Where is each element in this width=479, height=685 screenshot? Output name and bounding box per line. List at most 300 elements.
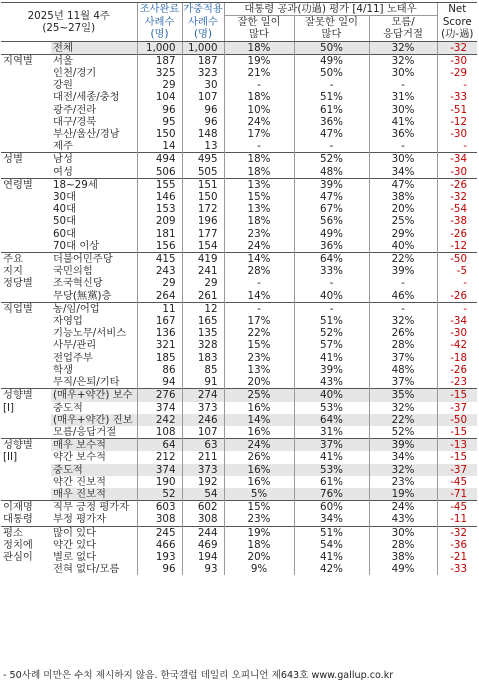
dk-pct-cell: 40% <box>369 240 437 253</box>
net-score-cell: -32 <box>437 526 477 539</box>
good-pct-cell: 19% <box>224 54 294 67</box>
row-label-cell: 중도적 <box>51 464 137 476</box>
dk-pct-cell: 32% <box>369 41 437 54</box>
completed-count-cell: 212 <box>137 451 182 463</box>
row-label-cell: 모름/응답거절 <box>53 425 117 438</box>
weighted-count-cell: 151 <box>182 178 224 191</box>
dk-pct-cell: 19% <box>369 488 437 501</box>
net-score-cell: - <box>437 79 477 91</box>
net-score-cell: -54 <box>437 203 477 215</box>
table-row <box>1 339 477 351</box>
bad-pct-cell: 50% <box>294 67 369 79</box>
row-label-cell: 여성 <box>53 165 73 178</box>
row-label-cell: 매우 진보적 <box>51 488 137 501</box>
table-row <box>1 364 477 376</box>
table-row <box>1 551 477 563</box>
weighted-count-cell: 13 <box>182 140 224 153</box>
bad-pct-cell: 47% <box>294 191 369 203</box>
net-score-cell: -26 <box>437 178 477 191</box>
net-score-cell: -30 <box>437 327 477 339</box>
row-label-cell: 남성 <box>51 153 137 166</box>
group-label-cell <box>1 228 51 240</box>
completed-count-cell: 193 <box>137 551 182 563</box>
row-label-cell: 무당(無黨)층 <box>53 289 112 302</box>
weighted-count-cell: 419 <box>182 253 224 266</box>
dk-pct-cell: 38% <box>369 551 437 563</box>
dk-pct-cell: 30% <box>369 104 437 116</box>
table-row <box>1 426 477 439</box>
good-pct-cell: 18% <box>224 166 294 179</box>
net-score-cell: -5 <box>437 265 477 277</box>
dk-pct-cell: 28% <box>369 539 437 551</box>
good-header-1: 잘한 일이 <box>224 16 294 29</box>
row-label-cell: 40대 <box>53 203 77 216</box>
weighted-count-cell: 274 <box>182 389 224 402</box>
completed-count-cell: 181 <box>137 228 182 240</box>
bad-pct-cell: 52% <box>294 153 369 166</box>
weighted-count-cell: 602 <box>182 501 224 514</box>
table-row <box>1 376 477 389</box>
group-label-cell: 연령별 <box>1 178 51 191</box>
completed-count-cell: 86 <box>137 364 182 376</box>
weighted-count-cell: 244 <box>182 526 224 539</box>
net-score-cell: -18 <box>437 352 477 364</box>
dk-header-1: 모름/ <box>369 16 437 29</box>
dk-pct-cell: 39% <box>369 265 437 277</box>
weighted-count-cell: 63 <box>182 439 224 452</box>
dk-pct-cell: 30% <box>369 153 437 166</box>
net-score-cell: -33 <box>437 91 477 103</box>
group-label-cell: 성별 <box>1 153 51 166</box>
table-row <box>1 476 477 488</box>
bad-pct-cell: 40% <box>294 389 369 402</box>
completed-count-cell: 104 <box>137 91 182 103</box>
completed-count-cell: 1,000 <box>137 41 182 54</box>
completed-count-cell: 374 <box>137 464 182 476</box>
group-label-cell: 직업별 <box>1 302 51 315</box>
table-row <box>1 352 477 364</box>
row-label-cell: 광주/전라 <box>53 103 97 116</box>
row-label-cell: 전체 <box>51 41 137 54</box>
table-body <box>1 41 477 575</box>
row-label-cell: 매우 보수적 <box>51 439 137 452</box>
dk-pct-cell: 32% <box>369 54 437 67</box>
completed-count-cell: 29 <box>137 79 182 91</box>
net-score-cell: -15 <box>437 426 477 439</box>
row-label-cell: 대전/세종/충청 <box>53 91 120 104</box>
completed-count-cell: 136 <box>137 327 182 339</box>
row-label-cell: 부산/울산/경남 <box>53 128 120 141</box>
table-header <box>1 3 477 42</box>
table-row <box>1 79 477 91</box>
row-label-cell: 학생 <box>53 363 73 376</box>
dk-pct-cell: 30% <box>369 526 437 539</box>
good-pct-cell: 20% <box>224 376 294 389</box>
table-row <box>1 240 477 253</box>
table-row <box>1 228 477 240</box>
weighted-count-cell: 323 <box>182 67 224 79</box>
bad-pct-cell: - <box>294 140 369 153</box>
completed-count-cell: 14 <box>137 140 182 153</box>
weighted-count-cell: 12 <box>182 302 224 315</box>
table-row <box>1 501 477 514</box>
good-pct-cell: 14% <box>224 290 294 303</box>
weighted-count-cell: 177 <box>182 228 224 240</box>
completed-count-cell: 603 <box>137 501 182 514</box>
dk-pct-cell: 37% <box>369 352 437 364</box>
table-row <box>1 539 477 551</box>
weighted-count-cell: 93 <box>182 563 224 575</box>
good-pct-cell: 24% <box>224 116 294 128</box>
weighted-count-cell: 148 <box>182 128 224 140</box>
net-score-cell: -32 <box>437 191 477 203</box>
dk-pct-cell: 22% <box>369 253 437 266</box>
good-pct-cell: - <box>224 79 294 91</box>
completed-count-cell: 153 <box>137 203 182 215</box>
completed-count-cell: 374 <box>137 402 182 414</box>
table-row <box>1 389 477 402</box>
completed-count-cell: 11 <box>137 302 182 315</box>
bad-pct-cell: 33% <box>294 265 369 277</box>
dk-pct-cell: 25% <box>369 215 437 227</box>
group-label-cell <box>1 240 51 253</box>
completed-count-cell: 64 <box>137 439 182 452</box>
net-score-cell: -71 <box>437 488 477 501</box>
net-score-cell: - <box>437 302 477 315</box>
completed-count-cell: 52 <box>137 488 182 501</box>
good-pct-cell: 18% <box>224 539 294 551</box>
net-score-cell: -11 <box>437 513 477 526</box>
good-pct-cell: 14% <box>224 253 294 266</box>
dk-pct-cell: 32% <box>369 402 437 414</box>
row-label-cell: 기능노무/서비스 <box>53 327 127 340</box>
completed-count-cell: 245 <box>137 526 182 539</box>
net-score-cell: -26 <box>437 364 477 376</box>
row-label-cell: 약간 보수적 <box>53 451 107 464</box>
group-label-cell <box>1 128 51 140</box>
table-row <box>1 54 477 67</box>
good-pct-cell: 16% <box>224 426 294 439</box>
table-row <box>1 563 477 575</box>
net-score-cell: -50 <box>437 253 477 266</box>
group-label-cell <box>1 41 51 54</box>
weighted-count-cell: 183 <box>182 352 224 364</box>
weighted-count-cell: 30 <box>182 79 224 91</box>
net-score-cell: -51 <box>437 104 477 116</box>
row-label-cell: 강원 <box>53 79 73 92</box>
good-pct-cell: 21% <box>224 67 294 79</box>
bad-pct-cell: - <box>294 79 369 91</box>
good-pct-cell: 16% <box>224 464 294 476</box>
net-score-cell: -36 <box>437 539 477 551</box>
dk-pct-cell: - <box>369 302 437 315</box>
bad-pct-cell: 47% <box>294 128 369 140</box>
dk-pct-cell: 20% <box>369 203 437 215</box>
good-header-2: 많다 <box>224 28 294 41</box>
group-label-cell: 성향별 <box>1 389 51 402</box>
dk-pct-cell: - <box>369 277 437 289</box>
completed-count-cell: 209 <box>137 215 182 227</box>
net-score-cell: -12 <box>437 240 477 253</box>
completed-count-cell: 167 <box>137 315 182 327</box>
bad-header-2: 많다 <box>294 28 369 41</box>
good-pct-cell: 18% <box>224 215 294 227</box>
bad-pct-cell: 49% <box>294 54 369 67</box>
group-label-cell: 지역별 <box>1 54 51 67</box>
table-row <box>1 140 477 153</box>
dk-pct-cell: 48% <box>369 364 437 376</box>
bad-pct-cell: 76% <box>294 488 369 501</box>
bad-pct-cell: 64% <box>294 253 369 266</box>
table-row <box>1 153 477 166</box>
completed-count-cell: 243 <box>137 265 182 277</box>
good-pct-cell: 5% <box>224 488 294 501</box>
row-label-cell: 30대 <box>53 191 77 204</box>
dk-pct-cell: 22% <box>369 414 437 426</box>
row-label-cell: 18~29세 <box>51 178 137 191</box>
group-label-cell <box>1 464 51 476</box>
table-row <box>1 104 477 116</box>
dk-pct-cell: - <box>369 79 437 91</box>
group-label-cell <box>1 488 51 501</box>
completed-count-cell: 264 <box>137 290 182 303</box>
net-score-cell: -26 <box>437 228 477 240</box>
good-pct-cell: 26% <box>224 451 294 463</box>
weighted-header-2: 사례수 <box>182 16 224 29</box>
table-row <box>1 215 477 227</box>
good-pct-cell: 23% <box>224 228 294 240</box>
bad-pct-cell: 36% <box>294 116 369 128</box>
table-row <box>1 327 477 339</box>
completed-count-cell: 96 <box>137 563 182 575</box>
good-pct-cell: 16% <box>224 476 294 488</box>
weighted-count-cell: 54 <box>182 488 224 501</box>
dk-pct-cell: 24% <box>369 501 437 514</box>
group-label-cell <box>1 414 51 426</box>
completed-count-cell: 506 <box>137 166 182 179</box>
group-label-cell <box>1 376 51 389</box>
table-row <box>1 277 477 289</box>
bad-pct-cell: 41% <box>294 352 369 364</box>
completed-count-cell: 466 <box>137 539 182 551</box>
bad-pct-cell: 51% <box>294 526 369 539</box>
good-pct-cell: 18% <box>224 153 294 166</box>
good-pct-cell: 13% <box>224 203 294 215</box>
group-label-cell <box>1 79 51 91</box>
survey-period-cell <box>1 3 137 42</box>
group-label-cell: 성향별 <box>1 439 51 452</box>
net-score-cell: -45 <box>437 501 477 514</box>
weighted-count-cell: 505 <box>182 166 224 179</box>
net-score-cell: -30 <box>437 166 477 179</box>
weighted-count-cell: 241 <box>182 265 224 277</box>
table-row <box>1 402 477 414</box>
group-label-cell: 평소 <box>1 526 51 539</box>
bad-pct-cell: 36% <box>294 240 369 253</box>
good-pct-cell: 22% <box>224 327 294 339</box>
weighted-count-cell: 328 <box>182 339 224 351</box>
net-score-cell: -33 <box>437 563 477 575</box>
weighted-count-cell: 91 <box>182 376 224 389</box>
group-label-cell <box>1 215 51 227</box>
table-row <box>1 526 477 539</box>
row-label-cell: 사무/관리 <box>53 339 97 352</box>
net-score-cell: -34 <box>437 315 477 327</box>
table-row <box>1 41 477 54</box>
weighted-count-cell: 135 <box>182 327 224 339</box>
group-label-cell <box>1 426 51 439</box>
completed-count-cell: 415 <box>137 253 182 266</box>
group-label-cell <box>1 104 51 116</box>
net-score-cell: -13 <box>437 439 477 452</box>
good-pct-cell: 25% <box>224 389 294 402</box>
survey-results-table <box>1 2 477 575</box>
row-label-cell: 50대 <box>53 215 77 228</box>
completed-count-cell: 494 <box>137 153 182 166</box>
group-label-cell <box>1 140 51 153</box>
good-pct-cell: 20% <box>224 551 294 563</box>
bad-pct-cell: 41% <box>294 551 369 563</box>
dk-pct-cell: 31% <box>369 91 437 103</box>
table-row <box>1 414 477 426</box>
group-label-cell <box>1 191 51 203</box>
completed-header-3: (명) <box>137 28 182 41</box>
bad-pct-cell: 60% <box>294 501 369 514</box>
weighted-count-cell: 373 <box>182 402 224 414</box>
completed-count-cell: 190 <box>137 476 182 488</box>
good-pct-cell: 23% <box>224 352 294 364</box>
bad-pct-cell: - <box>294 302 369 315</box>
good-pct-cell: 24% <box>224 240 294 253</box>
good-pct-cell: 13% <box>224 178 294 191</box>
group-label-cell: 지지 <box>3 265 23 278</box>
dk-header-2: 응답거절 <box>369 28 437 41</box>
row-label-cell: 직무 긍정 평가자 <box>51 501 137 514</box>
dk-pct-cell: 47% <box>369 178 437 191</box>
completed-count-cell: 187 <box>137 54 182 67</box>
net-score-cell: -42 <box>437 339 477 351</box>
weighted-count-cell: 85 <box>182 364 224 376</box>
net-score-cell: -50 <box>437 414 477 426</box>
dk-pct-cell: 34% <box>369 166 437 179</box>
weighted-count-cell: 211 <box>182 451 224 463</box>
table-row <box>1 265 477 277</box>
weighted-count-cell: 172 <box>182 203 224 215</box>
row-label-cell: 70대 이상 <box>53 239 100 252</box>
row-label-cell: 부정 평가자 <box>53 513 107 526</box>
completed-count-cell: 94 <box>137 376 182 389</box>
good-pct-cell: 15% <box>224 501 294 514</box>
dk-pct-cell: 34% <box>369 451 437 463</box>
row-label-cell: 더불어민주당 <box>51 253 137 266</box>
dk-pct-cell: - <box>369 140 437 153</box>
dk-pct-cell: 23% <box>369 476 437 488</box>
group-label-cell <box>1 476 51 488</box>
bad-pct-cell: 37% <box>294 439 369 452</box>
dk-pct-cell: 29% <box>369 228 437 240</box>
group-label-cell <box>1 327 51 339</box>
weighted-count-cell: 96 <box>182 116 224 128</box>
group-label-cell: [I] <box>3 401 15 414</box>
bad-pct-cell: 39% <box>294 364 369 376</box>
weighted-count-cell: 246 <box>182 414 224 426</box>
good-pct-cell: 23% <box>224 513 294 526</box>
good-pct-cell: - <box>224 140 294 153</box>
group-label-cell <box>1 364 51 376</box>
dk-pct-cell: 39% <box>369 439 437 452</box>
row-label-cell: 약간 진보적 <box>53 475 107 488</box>
net-score-cell: -45 <box>437 476 477 488</box>
dk-pct-cell: 36% <box>369 128 437 140</box>
row-label-cell: 많이 있다 <box>51 526 137 539</box>
dk-pct-cell: 41% <box>369 116 437 128</box>
row-label-cell: 별로 없다 <box>53 550 97 563</box>
weighted-count-cell: 107 <box>182 426 224 439</box>
weighted-count-cell: 96 <box>182 104 224 116</box>
weighted-count-cell: 192 <box>182 476 224 488</box>
bad-pct-cell: 50% <box>294 41 369 54</box>
group-label-cell <box>1 116 51 128</box>
good-pct-cell: 18% <box>224 41 294 54</box>
group-label-cell <box>1 563 51 575</box>
bad-pct-cell: 52% <box>294 327 369 339</box>
dk-pct-cell: 32% <box>369 464 437 476</box>
dk-pct-cell: 52% <box>369 426 437 439</box>
group-label-cell <box>1 352 51 364</box>
table-row <box>1 116 477 128</box>
weighted-count-cell: 150 <box>182 191 224 203</box>
group-label-cell <box>1 315 51 327</box>
net-score-cell: -30 <box>437 128 477 140</box>
row-label-cell: 농/임/어업 <box>51 302 137 315</box>
group-label-cell <box>1 290 51 303</box>
completed-count-cell: 156 <box>137 240 182 253</box>
net-score-cell: -26 <box>437 290 477 303</box>
good-pct-cell: 18% <box>224 91 294 103</box>
bad-pct-cell: 40% <box>294 290 369 303</box>
bad-pct-cell: 48% <box>294 166 369 179</box>
table-row <box>1 302 477 315</box>
net-score-cell: -37 <box>437 402 477 414</box>
dk-pct-cell: 38% <box>369 191 437 203</box>
net-score-cell: -30 <box>437 54 477 67</box>
good-pct-cell: 28% <box>224 265 294 277</box>
table-row <box>1 464 477 476</box>
net-header-3: (功-過) <box>437 28 477 41</box>
table-row <box>1 166 477 179</box>
bad-pct-cell: 51% <box>294 91 369 103</box>
group-label-cell <box>1 91 51 103</box>
weighted-count-cell: 308 <box>182 513 224 526</box>
survey-date: 2025년 11월 4주 <box>27 9 110 22</box>
group-title: 대통령 공과(功過) 평가 [4/11] 노태우 <box>224 3 437 16</box>
dk-pct-cell: 30% <box>369 67 437 79</box>
completed-count-cell: 108 <box>137 426 182 439</box>
row-label-cell: 서울 <box>51 54 137 67</box>
dk-pct-cell: 32% <box>369 315 437 327</box>
good-pct-cell: 10% <box>224 104 294 116</box>
net-score-cell: -12 <box>437 116 477 128</box>
bad-pct-cell: 41% <box>294 451 369 463</box>
good-pct-cell: 17% <box>224 128 294 140</box>
table-row <box>1 191 477 203</box>
weighted-count-cell: 194 <box>182 551 224 563</box>
row-label-cell: 전혀 없다/모름 <box>53 563 120 576</box>
table-row <box>1 67 477 79</box>
weighted-count-cell: 187 <box>182 54 224 67</box>
group-label-cell: 정치에 <box>3 538 33 551</box>
row-label-cell: (매우+약간) 보수 <box>51 389 137 402</box>
